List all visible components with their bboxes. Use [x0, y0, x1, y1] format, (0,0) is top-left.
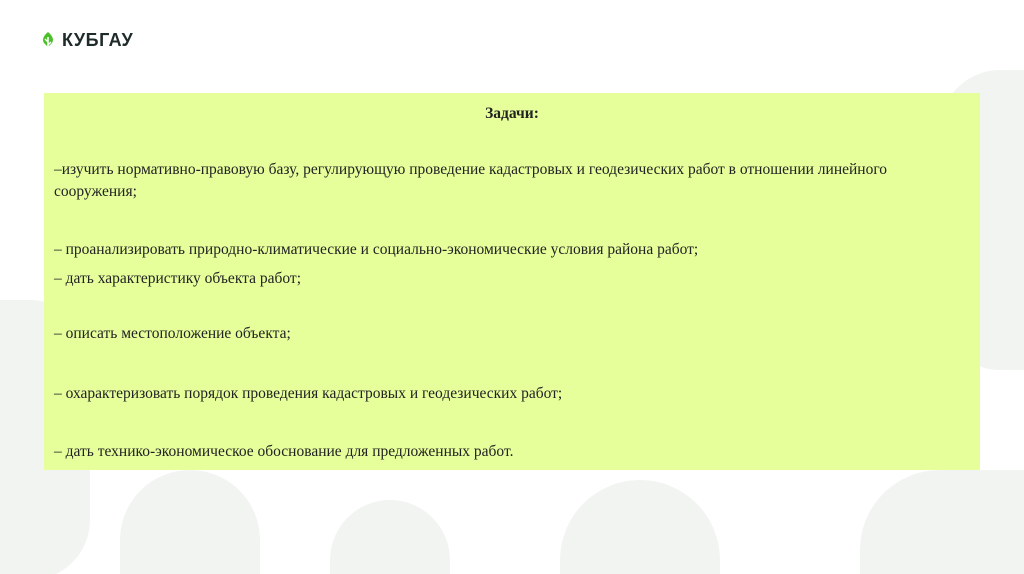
- task-item: – дать характеристику объекта работ;: [54, 270, 302, 287]
- logo: [40, 30, 133, 51]
- task-item: – дать технико-экономическое обоснование для предложенных работ.: [54, 443, 514, 460]
- background-shape: [330, 500, 450, 574]
- leaf-icon: [40, 31, 56, 51]
- task-item: – описать местоположение объекта;: [54, 325, 291, 342]
- tasks-title: Задачи:: [485, 105, 539, 122]
- task-item: –изучить нормативно-правовую базу, регулирующую проведение кадастровых и геодезических работ в отношении линейного сооружения;: [54, 161, 888, 200]
- task-item: – охарактеризовать порядок проведения кадастровых и геодезических работ;: [54, 385, 563, 402]
- tasks-box: [44, 93, 980, 470]
- background-shape: [560, 480, 720, 574]
- background-shape: [860, 470, 1024, 574]
- background-shape: [120, 470, 260, 574]
- task-item: – проанализировать природно-климатические и социально-экономические условия района работ;: [54, 241, 699, 258]
- logo-text: КУБГАУ: [62, 30, 134, 50]
